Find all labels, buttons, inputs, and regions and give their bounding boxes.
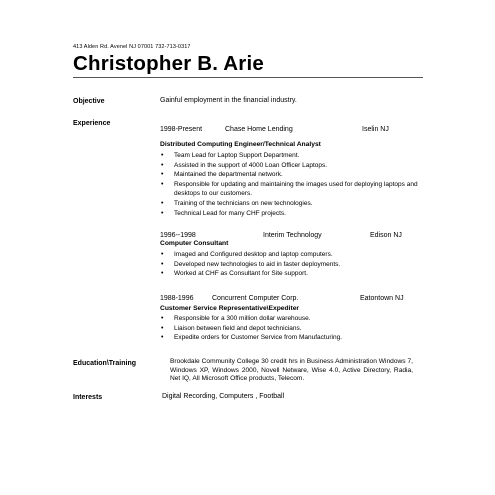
job-duties-list xyxy=(160,250,420,279)
job-location: Eatontown NJ xyxy=(360,295,404,302)
education-text: Brookdale Community College 30 credit hrs in Business Administration Windows 7, Windows XP, Windows 2000, Novell Netware, Wise 4.0, Active Directory, Radia, Net IQ, All Microsoft Office products, Telecom. xyxy=(170,358,413,383)
job-company: Concurrent Computer Corp. xyxy=(212,295,299,302)
list-item: • Expedite orders for Customer Service from Manufacturing. xyxy=(160,333,420,343)
job-duties-list xyxy=(160,151,420,218)
list-item: • Worked at CHF as Consultant for Site support. xyxy=(160,269,420,279)
list-item: • Responsible for updating and maintaining the images used for deploying laptops and desktops to our customers. xyxy=(160,180,420,199)
job-title: Customer Service Representative\Expediter xyxy=(160,305,300,312)
list-item: • Responsible for a 300 million dollar warehouse. xyxy=(160,314,420,324)
candidate-name: Christopher B. Arie xyxy=(73,52,264,75)
list-item: • Assisted in the support of 4000 Loan Officer Laptops. xyxy=(160,161,420,171)
job-company: Chase Home Lending xyxy=(225,126,293,133)
list-item: • Liaison between field and depot technicians. xyxy=(160,324,420,334)
job-dates: 1996--1998 xyxy=(160,232,196,239)
contact-line: 413 Alden Rd. Avenel NJ 07001 732-713-0317 xyxy=(73,44,191,50)
job-title: Computer Consultant xyxy=(160,240,229,247)
list-item: • Training of the technicians on new technologies. xyxy=(160,199,420,209)
list-item: • Maintained the departmental network. xyxy=(160,170,420,180)
job-dates: 1988-1996 xyxy=(160,295,194,302)
list-item: • Technical Lead for many CHF projects. xyxy=(160,209,420,219)
job-company: Interim Technology xyxy=(263,232,322,239)
job-location: Edison NJ xyxy=(370,232,402,239)
list-item: • Team Lead for Laptop Support Department. xyxy=(160,151,420,161)
job-duties-list xyxy=(160,314,420,343)
header-divider xyxy=(73,77,423,78)
list-item: • Developed new technologies to aid in faster deployments. xyxy=(160,260,420,270)
job-dates: 1998-Present xyxy=(160,126,203,133)
job-location: Iselin NJ xyxy=(362,126,389,133)
interests-text: Digital Recording, Computers , Football xyxy=(162,393,285,400)
objective-heading: Objective xyxy=(73,98,105,105)
education-heading: Education\Training xyxy=(73,360,137,367)
objective-text: Gainful employment in the financial industry. xyxy=(160,97,297,104)
experience-heading: Experience xyxy=(73,120,111,127)
interests-heading: Interests xyxy=(73,394,103,401)
job-title: Distributed Computing Engineer/Technical Analyst xyxy=(160,141,321,148)
list-item: • Imaged and Configured desktop and laptop computers. xyxy=(160,250,420,260)
